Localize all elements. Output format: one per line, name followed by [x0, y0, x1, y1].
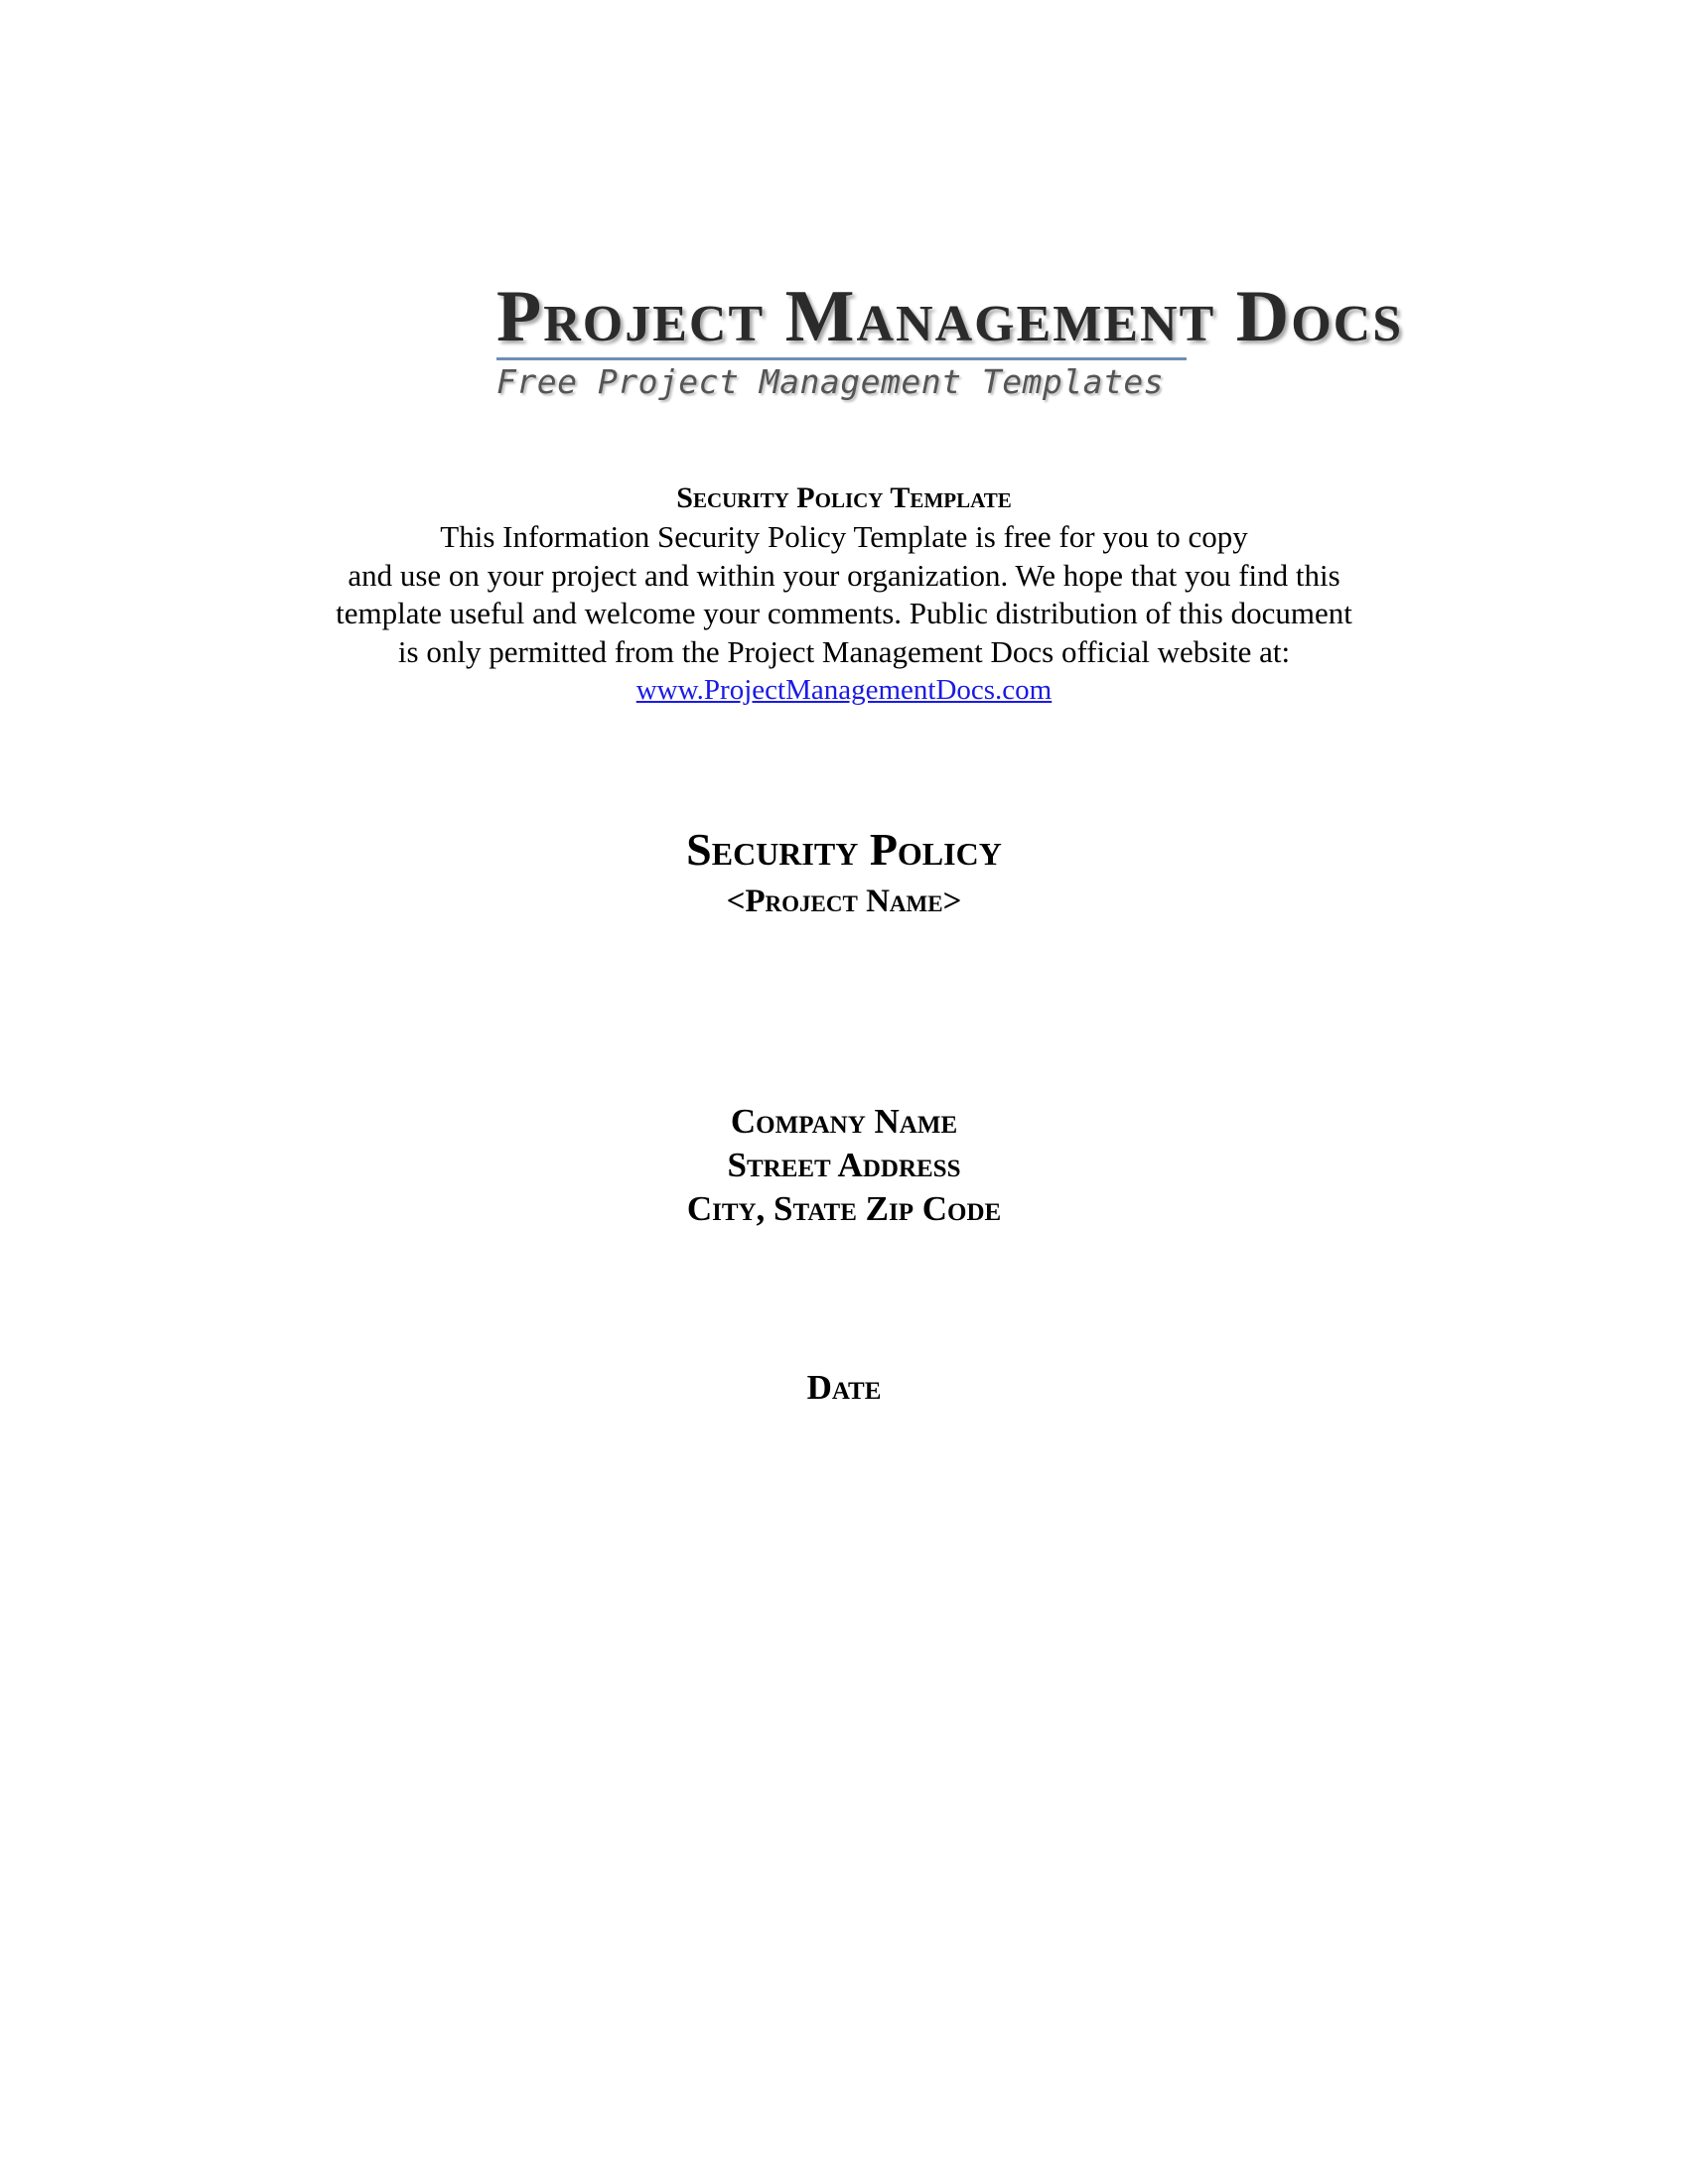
- template-heading: Security Policy Template: [676, 481, 1012, 514]
- intro-line: and use on your project and within your organization. We hope that you find this: [348, 557, 1340, 593]
- date-label: Date: [806, 1368, 882, 1407]
- document-title: Security Policy: [686, 824, 1002, 875]
- project-name: <Project Name>: [726, 884, 962, 919]
- company-logo: [496, 276, 1404, 402]
- city-state-zip: City, State Zip Code: [686, 1189, 1002, 1228]
- company-name: Company Name: [730, 1102, 958, 1141]
- logo-title: Project Management Docs: [496, 276, 1404, 357]
- logo-tagline: Free Project Management Templates: [496, 362, 1165, 401]
- website-link[interactable]: www.ProjectManagementDocs.com: [635, 674, 1053, 706]
- template-intro-paragraph: [0, 518, 1688, 671]
- intro-line: template useful and welcome your comments. Public distribution of this document: [336, 596, 1352, 630]
- company-address-block: [0, 1100, 1688, 1231]
- logo-divider: [496, 357, 1187, 360]
- street-address: Street Address: [727, 1146, 961, 1184]
- intro-line: is only permitted from the Project Management Docs official website at:: [397, 633, 1291, 669]
- intro-line: This Information Security Policy Template is free for you to copy: [440, 519, 1248, 554]
- website-link-line: [0, 672, 1688, 708]
